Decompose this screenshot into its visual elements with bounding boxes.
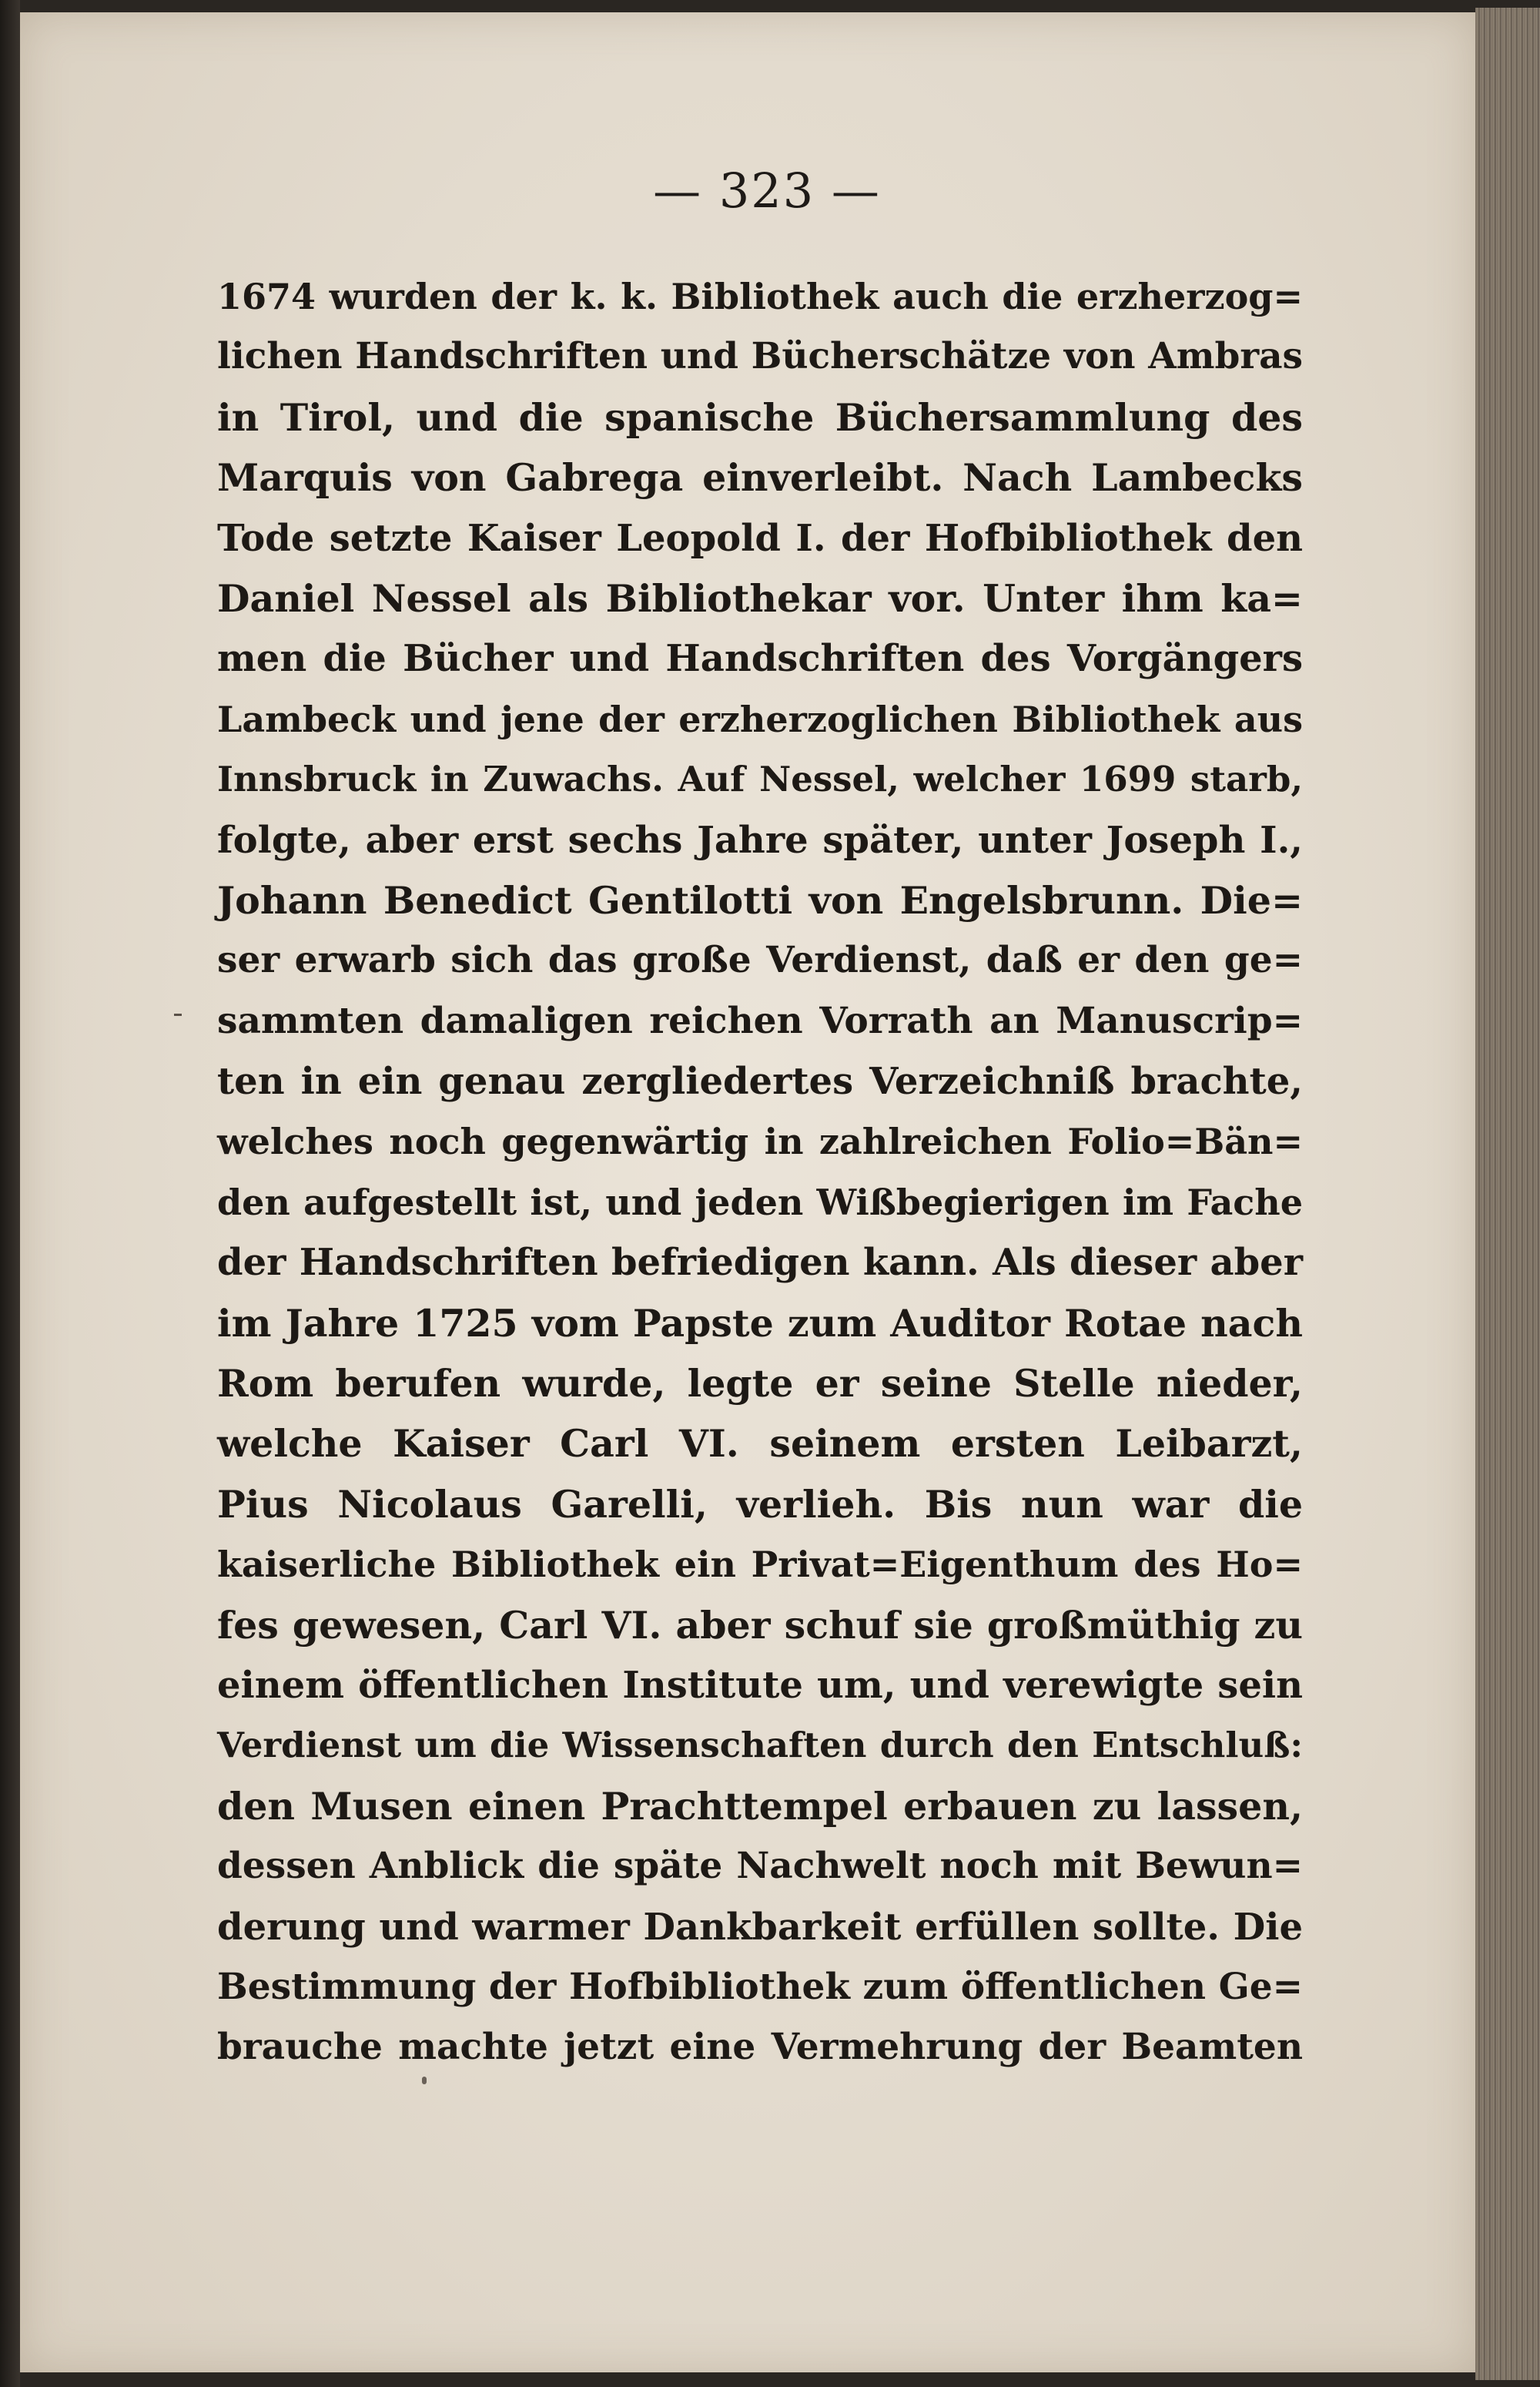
text-line: in Tirol, und die spanische Büchersammlung des	[217, 394, 1303, 440]
ink-speck	[422, 2077, 427, 2084]
text-line: sammten damaligen reichen Vorrath an Manuscrip=	[217, 999, 1303, 1042]
text-line: Lambeck und jene der erzherzoglichen Bibliothek aus	[217, 698, 1303, 740]
text-line: lichen Handschriften und Bücherschätze von Ambras	[217, 335, 1303, 378]
text-line: ten in ein genau zergliedertes Verzeichniß brachte,	[217, 1060, 1303, 1104]
page-edges	[1475, 8, 1540, 2380]
text-line: fes gewesen, Carl VI. aber schuf sie großmüthig zu	[217, 1602, 1303, 1648]
text-line: welches noch gegenwärtig in zahlreichen Folio=Bän=	[217, 1121, 1303, 1163]
page-number: — 323 —	[653, 163, 881, 219]
text-line: dessen Anblick die späte Nachwelt noch mit Bewun=	[217, 1845, 1303, 1888]
text-line: Pius Nicolaus Garelli, verlieh. Bis nun war die	[217, 1481, 1303, 1527]
text-line: den Musen einen Prachttempel erbauen zu lassen,	[217, 1783, 1303, 1829]
text-line: Verdienst um die Wissenschaften durch den Entschluß:	[217, 1725, 1303, 1766]
text-line: Innsbruck in Zuwachs. Auf Nessel, welcher 1699 starb,	[217, 759, 1303, 800]
text-line: Tode setzte Kaiser Leopold I. der Hofbibliothek den	[217, 516, 1303, 560]
ink-speck	[174, 1014, 182, 1016]
text-line: derung und warmer Dankbarkeit erfüllen sollte. Die	[217, 1905, 1303, 1949]
text-line: Bestimmung der Hofbibliothek zum öffentlichen Ge=	[217, 1965, 1303, 2008]
text-line: Rom berufen wurde, legte er seine Stelle nieder,	[217, 1361, 1303, 1406]
paper-page	[20, 12, 1475, 2372]
text-line: brauche machte jetzt eine Vermehrung der Beamten	[217, 2026, 1303, 2069]
text-line: men die Bücher und Handschriften des Vorgängers	[217, 637, 1303, 681]
text-line: im Jahre 1725 vom Papste zum Auditor Rotae nach	[217, 1300, 1303, 1346]
text-line: Daniel Nessel als Bibliothekar vor. Unter ihm ka=	[217, 575, 1303, 621]
text-line: den aufgestellt ist, und jeden Wißbegierigen im Fache	[217, 1181, 1303, 1223]
text-line: Johann Benedict Gentilotti von Engelsbrunn. Die=	[217, 877, 1303, 923]
body-text	[217, 267, 1303, 2078]
binding-shadow	[0, 0, 20, 2387]
text-line: folgte, aber erst sechs Jahre später, unter Joseph I.,	[217, 818, 1303, 862]
text-line: Marquis von Gabrega einverleibt. Nach Lambecks	[217, 455, 1303, 501]
text-line: ser erwarb sich das große Verdienst, daß er den ge=	[217, 939, 1303, 982]
text-line: 1674 wurden der k. k. Bibliothek auch die erzherzog=	[217, 276, 1303, 317]
text-line: der Handschriften befriedigen kann. Als dieser aber	[217, 1241, 1303, 1285]
text-line: welche Kaiser Carl VI. seinem ersten Leibarzt,	[217, 1421, 1303, 1467]
text-line: einem öffentlichen Institute um, und verewigte sein	[217, 1663, 1303, 1707]
text-line: kaiserliche Bibliothek ein Privat=Eigenthum des Ho=	[217, 1544, 1303, 1586]
